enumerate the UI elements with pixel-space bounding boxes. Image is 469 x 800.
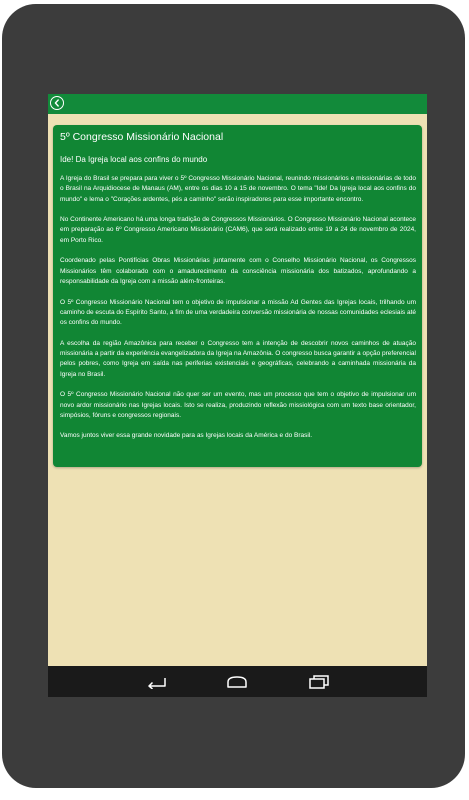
- nav-back-button[interactable]: [145, 675, 169, 689]
- article-body: [60, 174, 416, 442]
- nav-back-icon: [145, 675, 169, 689]
- article-title: 5º Congresso Missionário Nacional: [60, 131, 224, 143]
- nav-home-button[interactable]: [225, 675, 249, 689]
- article-paragraph: No Continente Americano há uma longa tradição de Congressos Missionários. O Congresso Missionário Nacional acontece em preparação ao 6º Congresso Americano Missionário (CAM6), que será realizado entre 19 a 24 de novembro de 2024, em Porto Rico.: [60, 216, 416, 244]
- back-button[interactable]: [50, 96, 64, 110]
- article-paragraph: O 5º Congresso Missionário Nacional tem o objetivo de impulsionar a missão Ad Gentes das Igrejas locais, trilhando um caminho de escuta do Espírito Santo, a fim de uma verdadeira conversão missionária de nossas comunidades eclesiais até os confins do mundo.: [60, 298, 416, 327]
- article-paragraph: Coordenado pelas Pontifícias Obras Missionárias juntamente com o Conselho Missionário Nacional, os Congressos Missionários têm colaborado com o amadurecimento da consciência missionária dos batizados, aprofundando a responsabilidade da Igreja com a missão além-fronteiras.: [60, 257, 416, 285]
- app-screen: [48, 94, 427, 697]
- nav-recents-button[interactable]: [307, 675, 331, 689]
- article-subtitle: Ide! Da Igreja local aos confins do mundo: [60, 155, 208, 164]
- nav-recents-icon: [307, 675, 331, 689]
- article-paragraph: Vamos juntos viver essa grande novidade para as Igrejas locais da América e do Brasil.: [60, 432, 313, 440]
- back-arrow-icon: [53, 99, 61, 107]
- article-paragraph: O 5º Congresso Missionário Nacional não quer ser um evento, mas um processo que tem o objetivo de impulsionar um novo ardor missionário nas Igrejas locais. Isto se realiza, produzindo reflexão missiológica com um texto base orientador, simpósios, fóruns e congressos regionais.: [60, 391, 416, 419]
- article-paragraph: A Igreja do Brasil se prepara para viver o 5º Congresso Missionário Nacional, reunindo missionários e missionárias de todo o Brasil na Arquidiocese de Manaus (AM), entre os dias 10 a 15 de novembro. O tema "Ide! Da Igreja local aos confins do mundo" e lema o "Corações ardentes, pés a caminho" serão inspiradores para esse importante encontro.: [60, 175, 416, 203]
- article-card: [53, 125, 422, 467]
- article-paragraph: A escolha da região Amazônica para receber o Congresso tem a intenção de descobrir novos caminhos de atuação missionária a partir da experiência evangelizadora da Igreja na Amazônia. O congresso busca garantir a opção preferencial pelos pobres, como Igreja em saída nas periferias existenciais e geográficas, celebrando a caminhada missionária da Igreja no Brasil.: [60, 339, 416, 378]
- app-bar: [48, 94, 427, 114]
- nav-home-icon: [225, 675, 249, 689]
- system-nav-bar: [48, 666, 427, 697]
- tablet-frame: [2, 4, 465, 788]
